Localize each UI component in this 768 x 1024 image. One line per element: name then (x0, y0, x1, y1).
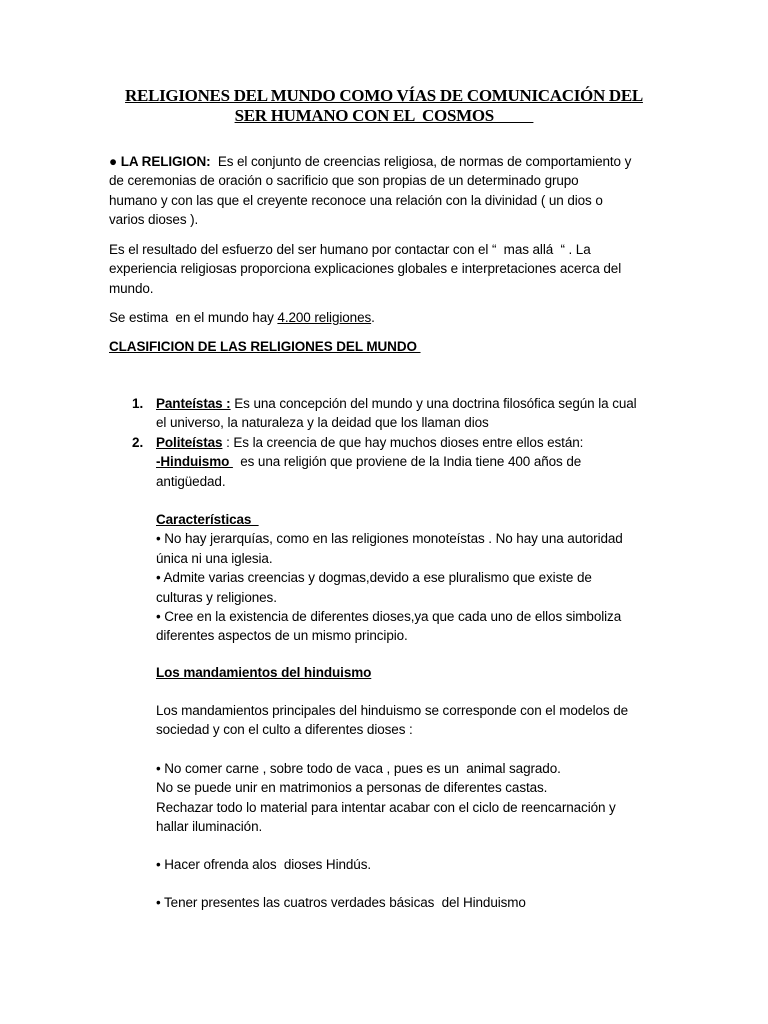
title-line-1: RELIGIONES DEL MUNDO COMO VÍAS DE COMUNICACIÓN DEL (125, 86, 643, 105)
hinduism-term: -Hinduismo (156, 454, 233, 470)
truths-rule: • Tener presentes las cuatros verdades básicas del Hinduismo (156, 895, 526, 910)
classification-heading: CLASIFICION DE LAS RELIGIONES DEL MUNDO (109, 339, 421, 354)
list-number-2: 2. (132, 435, 144, 450)
characteristics-heading: Características (156, 512, 259, 527)
polytheists-line-1: : Es la creencia de que hay muchos dioses entre ellos están: (222, 435, 584, 450)
pantheists-line-2: el universo, la naturaleza y la deidad que los llaman dios (156, 415, 489, 431)
document-title (100, 86, 668, 126)
commandments-intro-line-1: Los mandamientos principales del hinduismo se corresponde con el modelos de (156, 703, 629, 718)
characteristic-2-line-1: • Admite varias creencias y dogmas,devido a ese pluralismo que existe de (156, 570, 592, 586)
result-line-1: Es el resultado del esfuerzo del ser humano por contactar con el “ mas allá “ . La (109, 242, 591, 257)
religion-definition (109, 152, 669, 230)
estimate-suffix: . (371, 310, 375, 325)
hinduism-line-1: es una religión que proviene de la India tiene 400 años de (232, 454, 582, 470)
commandments-intro-line-2: sociedad y con el culto a diferentes dioses : (156, 722, 413, 738)
estimate-paragraph (109, 308, 669, 327)
result-paragraph (109, 240, 669, 298)
rule-line-1: • No comer carne , sobre todo de vaca , pues es un animal sagrado. (156, 761, 561, 776)
characteristic-2-line-2: culturas y religiones. (156, 589, 277, 605)
estimate-prefix: Se estima en el mundo hay (109, 310, 278, 325)
rule-line-4: hallar iluminación. (156, 819, 263, 835)
characteristic-3-line-1: • Cree en la existencia de diferentes dioses,ya que cada uno de ellos simboliza (156, 609, 622, 625)
definition-bullet: ● (109, 154, 118, 169)
rule-line-2: No se puede unir en matrimonios a personas de diferentes castas. (156, 780, 548, 796)
characteristic-1-line-1: • No hay jerarquías, como en las religiones monoteístas . No hay una autoridad (156, 531, 623, 547)
rule-line-3: Rechazar todo lo material para intentar acabar con el ciclo de reencarnación y (156, 799, 616, 815)
definition-line-3: humano y con las que el creyente reconoce una relación con la divinidad ( un dios o (109, 192, 603, 208)
commandments-rules (156, 759, 676, 837)
definition-line-4: varios dioses ). (109, 212, 199, 228)
definition-line-2: de ceremonias de oración o sacrificio que son propias de un determinado grupo (109, 173, 579, 189)
characteristic-3-line-2: diferentes aspectos de un mismo principio. (156, 628, 408, 644)
list-item-pantheists (156, 394, 676, 433)
polytheists-term: Politeístas (156, 435, 223, 450)
commandments-heading: Los mandamientos del hinduismo (156, 665, 372, 680)
list-number-1: 1. (132, 396, 144, 411)
characteristic-1-line-2: única ni una iglesia. (156, 550, 273, 566)
definition-term: LA RELIGION: (120, 154, 211, 169)
definition-line-1: Es el conjunto de creencias religiosa, de normas de comportamiento y (210, 154, 632, 169)
commandments-intro (156, 701, 676, 740)
result-line-3: mundo. (109, 280, 154, 296)
title-line-2: SER HUMANO CON EL COSMOS (234, 106, 534, 125)
pantheists-line-1: Es una concepción del mundo y una doctrina filosófica según la cual (230, 396, 637, 411)
characteristics-section (156, 510, 676, 646)
result-line-2: experiencia religiosas proporciona explicaciones globales e interpretaciones acerca del (109, 261, 622, 277)
religion-count: 4.200 religiones (277, 310, 372, 325)
list-item-polytheists (156, 433, 676, 491)
pantheists-term: Panteístas : (156, 396, 231, 411)
offering-rule: • Hacer ofrenda alos dioses Hindús. (156, 857, 371, 872)
hinduism-line-2: antigüedad. (156, 473, 226, 489)
